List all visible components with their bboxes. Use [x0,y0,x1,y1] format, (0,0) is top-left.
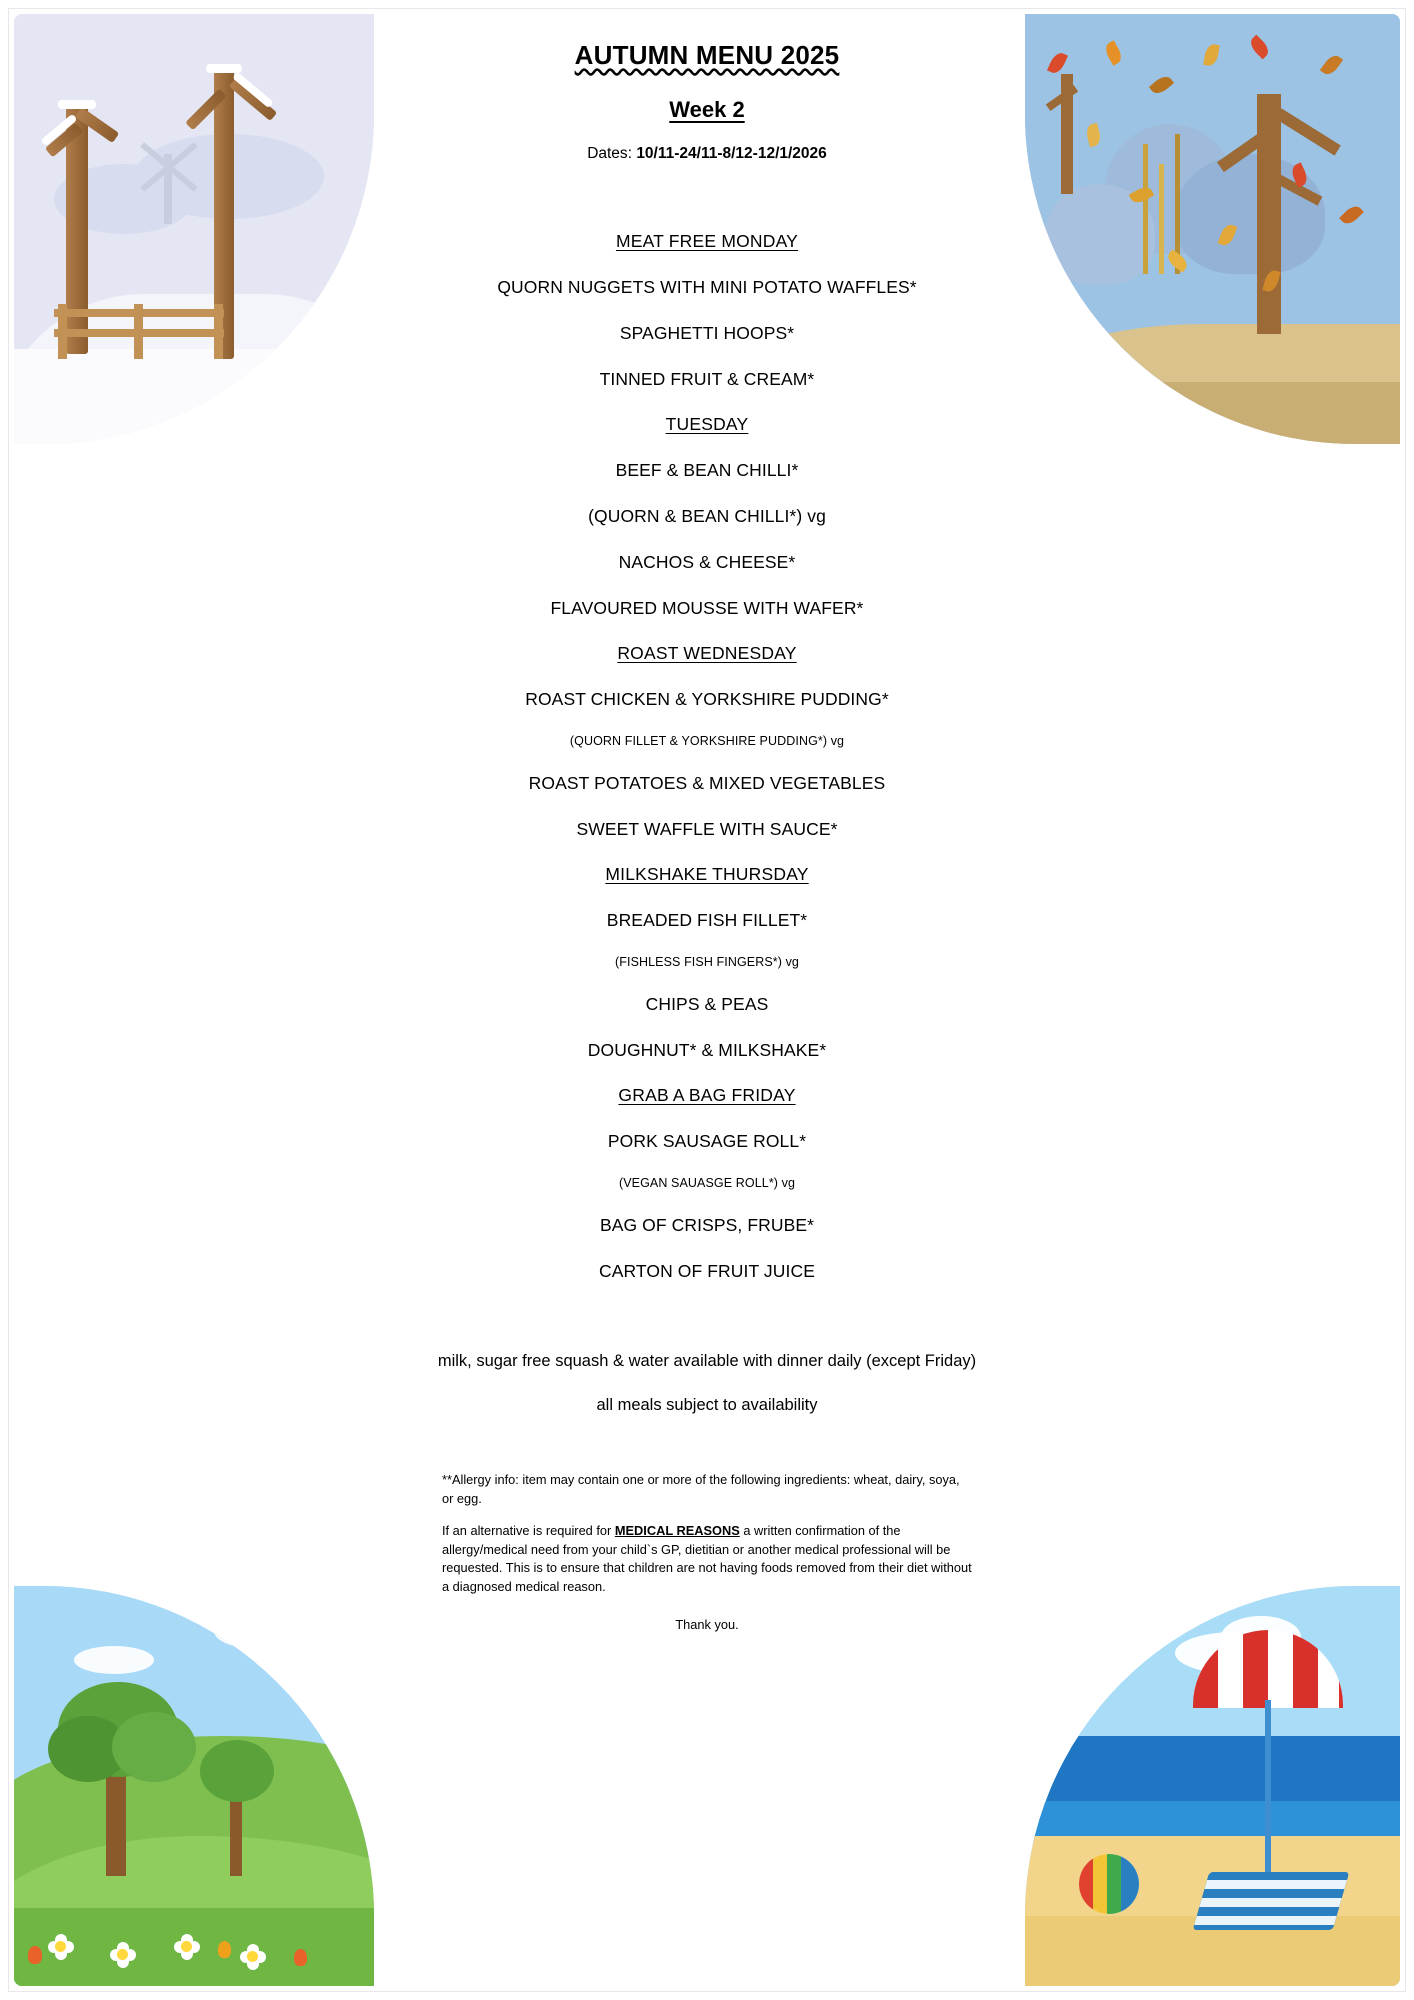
menu-item: SWEET WAFFLE WITH SAUCE* [576,819,838,839]
menu-item: CARTON OF FRUIT JUICE [598,1261,815,1281]
tree-trunk [1257,94,1281,334]
menu-item: NACHOS & CHEESE* [618,552,796,572]
fence-post [214,304,223,359]
allergy-line-2-pre: If an alternative is required for [442,1523,615,1539]
menu-item-vegan: (FISHLESS FISH FINGERS*) vg [615,955,799,969]
medical-reasons-emphasis: MEDICAL REASONS [614,1523,740,1539]
autumn-scene-illustration [1025,14,1400,444]
allergy-info-block [442,1471,972,1635]
cloud-shape [254,1600,324,1640]
flower-shape [240,1944,266,1970]
tulip-shape [28,1946,42,1964]
menu-item: ROAST POTATOES & MIXED VEGETABLES [528,773,886,793]
menu-item: ROAST CHICKEN & YORKSHIRE PUDDING* [525,689,889,709]
autumn-ground-front [1025,382,1400,444]
menu-item: PORK SAUSAGE ROLL* [607,1131,807,1151]
flower-shape [48,1934,74,1960]
spring-scene-illustration [14,1586,374,1986]
menu-item: DOUGHNUT* & MILKSHAKE* [587,1040,827,1060]
menu-item: CHIPS & PEAS [645,994,769,1014]
fence-post [134,304,143,359]
winter-scene-illustration [14,14,374,444]
drinks-note: milk, sugar free squash & water available with dinner daily (except Friday) [437,1352,977,1370]
fence-post [58,304,67,359]
dates-label: Dates [587,145,628,162]
reed-stem [1143,144,1148,274]
availability-note: all meals subject to availability [596,1396,818,1414]
spacer [424,163,990,207]
menu-item: BAG OF CRISPS, FRUBE* [599,1215,815,1235]
dates-colon: : [627,145,637,162]
dates-value: 10/11-24/11-8/12-12/1/2026 [636,145,827,162]
menu-item: QUORN NUGGETS WITH MINI POTATO WAFFLES* [497,277,917,297]
menu-item: BREADED FISH FILLET* [606,910,808,930]
flower-shape [110,1942,136,1968]
allergy-line-2 [442,1522,972,1596]
day-heading-thursday: MILKSHAKE THURSDAY [605,864,809,884]
week-label: Week 2 [669,97,745,122]
dates-line [424,145,990,163]
flower-shape [174,1934,200,1960]
tree-foliage [200,1740,274,1802]
allergy-line-2-post: a written confirmation of the allergy/medical need from your child`s GP, dietitian or another medical professional will be requested. This is to ensure that children are not having foods removed from their diet without a diagnosed medical reason. [442,1523,972,1594]
menu-content [414,14,1000,1986]
menu-item: SPAGHETTI HOOPS* [619,323,795,343]
snow-cap [58,100,96,109]
day-heading-tuesday: TUESDAY [665,414,749,434]
reed-stem [1159,164,1164,274]
summer-beach-scene-illustration [1025,1586,1400,1986]
menu-item: FLAVOURED MOUSSE WITH WAFER* [550,598,864,618]
day-heading-friday: GRAB A BAG FRIDAY [618,1085,796,1105]
page-title: AUTUMN MENU 2025 [574,40,840,70]
menu-item: TINNED FRUIT & CREAM* [599,369,815,389]
snow-cap [206,64,242,73]
menu-item: (QUORN & BEAN CHILLI*) vg [588,506,826,526]
menu-item: BEEF & BEAN CHILLI* [615,460,799,480]
beach-towel [1193,1872,1350,1930]
day-heading-wednesday: ROAST WEDNESDAY [617,643,797,663]
menu-item-vegan: (VEGAN SAUASGE ROLL*) vg [618,1176,796,1190]
day-heading-monday: MEAT FREE MONDAY [615,231,799,251]
snow-ground [14,349,374,444]
cloud-shape [1047,1656,1131,1686]
thank-you-note: Thank you. [675,1617,739,1633]
tulip-shape [294,1949,307,1966]
tulip-shape [218,1941,231,1958]
beach-ball [1079,1854,1139,1914]
tree-foliage [112,1712,196,1782]
menu-item-vegan: (QUORN FILLET & YORKSHIRE PUDDING*) vg [569,734,845,748]
allergy-line-1: **Allergy info: item may contain one or more of the following ingredients: wheat, dairy, soya, or egg. [442,1472,960,1506]
cloud-shape [74,1646,154,1674]
